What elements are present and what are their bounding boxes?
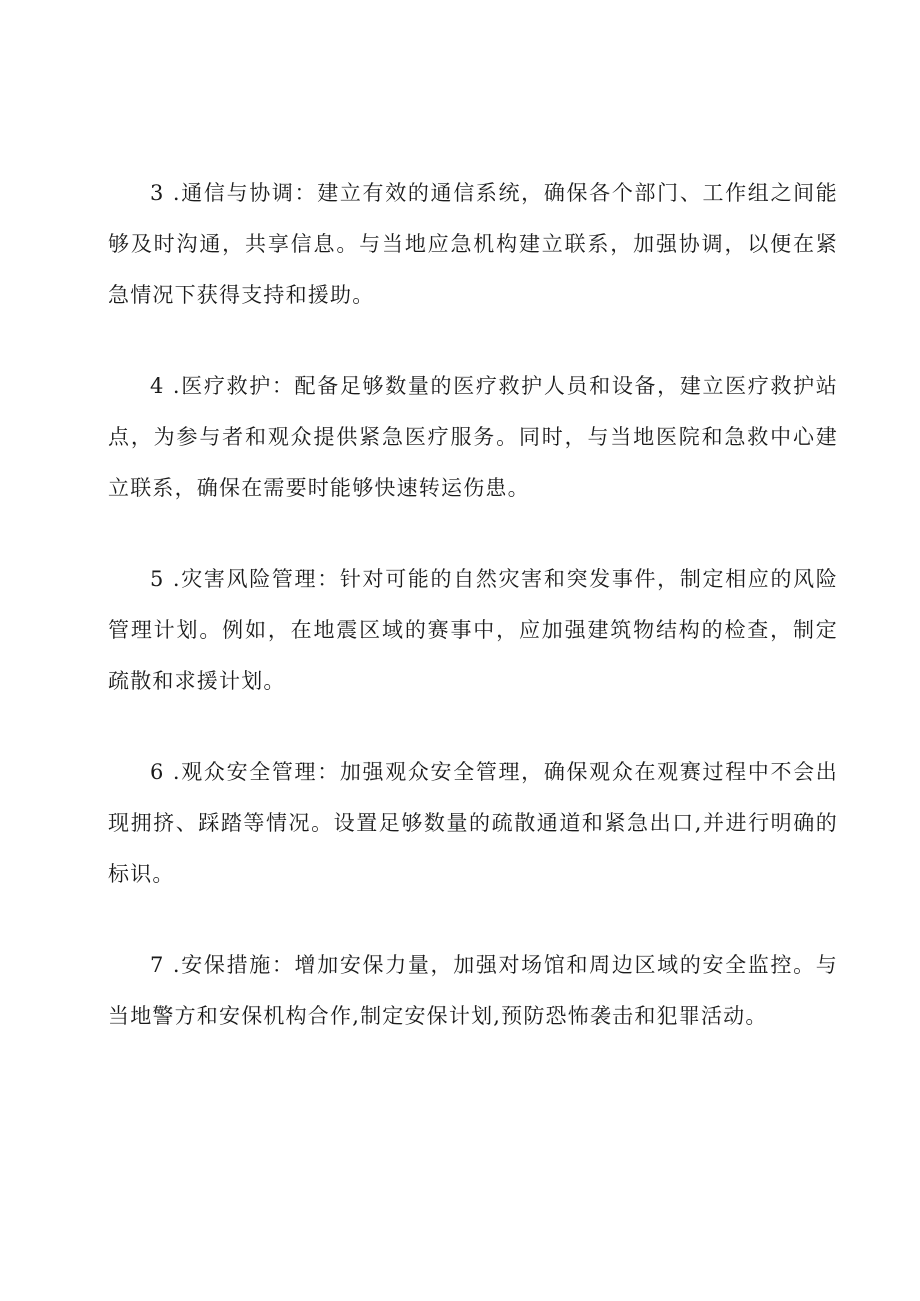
paragraph-communication-coordination: 3 .通信与协调：建立有效的通信系统，确保各个部门、工作组之间能够及时沟通，共享信息。与当地应急机构建立联系，加强协调，以便在紧急情况下获得支持和援助。 [108, 181, 838, 307]
paragraph-disaster-risk-management: 5 .灾害风险管理：针对可能的自然灾害和突发事件，制定相应的风险管理计划。例如，在地震区域的赛事中，应加强建筑物结构的检查，制定疏散和求援计划。 [108, 567, 838, 693]
paragraph-audience-safety: 6 .观众安全管理：加强观众安全管理，确保观众在观赛过程中不会出现拥挤、踩踏等情况。设置足够数量的疏散通道和紧急出口,并进行明确的标识。 [108, 760, 838, 886]
paragraph-security-measures: 7 .安保措施：增加安保力量，加强对场馆和周边区域的安全监控。与当地警方和安保机构合作,制定安保计划,预防恐怖袭击和犯罪活动。 [108, 953, 838, 1028]
paragraph-medical-rescue: 4 .医疗救护：配备足够数量的医疗救护人员和设备，建立医疗救护站点，为参与者和观众提供紧急医疗服务。同时，与当地医院和急救中心建立联系，确保在需要时能够快速转运伤患。 [108, 374, 838, 500]
